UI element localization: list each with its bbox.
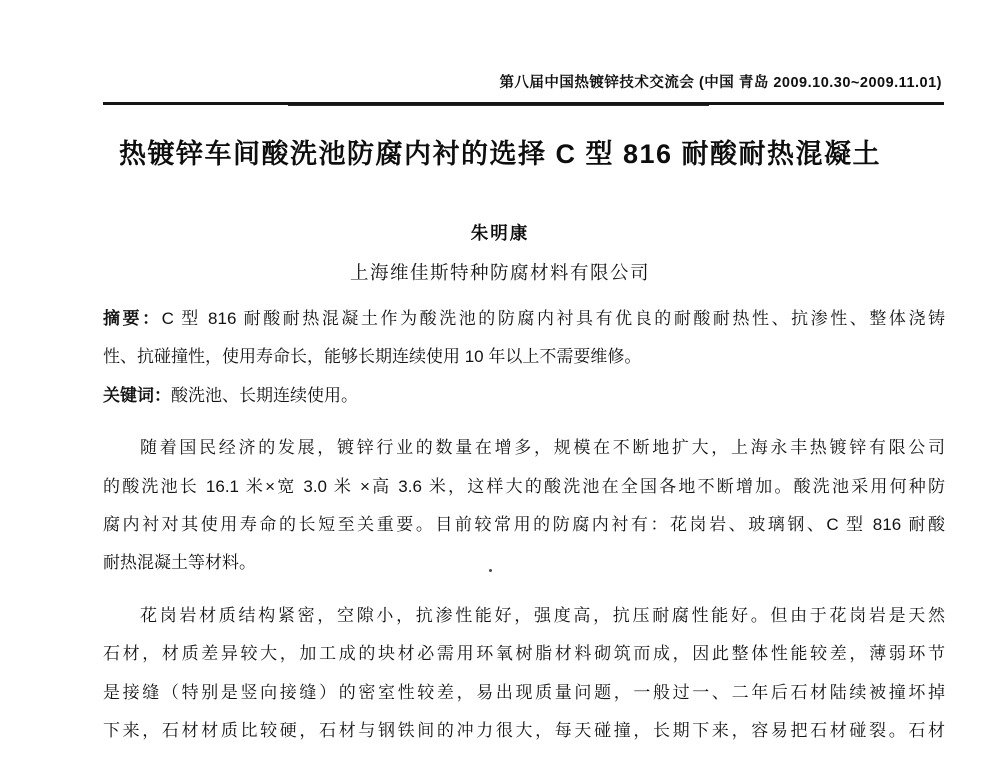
body-line: 腐内衬对其使用寿命的长短至关重要。目前较常用的防腐内衬有：花岗岩、玻璃钢、C 型 816 耐酸 [103,514,945,534]
keywords-line [103,377,945,415]
abstract-label: 摘要： [103,309,162,328]
body-line: 是接缝（特别是竖向接缝）的密室性较差，易出现质量问题，一般过一、二年后石材陆续被撞坏掉 [103,682,945,702]
conference-header: 第八届中国热镀锌技术交流会 (中国 青岛 2009.10.30~2009.11.01) [499,75,942,91]
abstract-text: C 型 816 耐酸耐热混凝土作为酸洗池的防腐内衬具有优良的耐酸耐热性、抗渗性、整体浇铸 [161,309,945,328]
paragraph-2 [103,597,945,751]
author-name: 朱明康 [470,223,530,243]
body-text [103,300,945,750]
abstract-line: 性、抗碰撞性，使用寿命长，能够长期连续使用 10 年以上不需要维修。 [103,347,642,367]
scan-speck [489,569,492,572]
body-line: 的酸洗池长 16.1 米×宽 3.0 米 ×高 3.6 米，这样大的酸洗池在全国各地不断增加。酸洗池采用何种防 [103,476,945,496]
body-line: 随着国民经济的发展，镀锌行业的数量在增多，规模在不断地扩大，上海永丰热镀锌有限公司 [140,438,945,458]
body-line: 耐热混凝土等材料。 [103,553,256,573]
abstract-line [103,300,945,338]
keywords-label: 关键词： [103,385,171,405]
body-line: 下来，石材材质比较硬，石材与钢铁间的冲力很大，每天碰撞，长期下来，容易把石材碰裂。石材 [103,720,945,740]
keywords-text: 酸洗池、长期连续使用。 [171,385,358,405]
author-affiliation: 上海维佳斯特种防腐材料有限公司 [349,262,650,283]
paper-title: 热镀锌车间酸洗池防腐内衬的选择 C 型 816 耐酸耐热混凝土 [118,139,882,169]
paragraph-1 [103,429,945,583]
header-rule [103,102,944,105]
body-line: 花岗岩材质结构紧密，空隙小，抗渗性能好，强度高，抗压耐腐性能好。但由于花岗岩是天然 [140,605,945,625]
body-line: 石材，材质差异较大，加工成的块材必需用环氧树脂材料砌筑而成，因此整体性能较差，薄弱环节 [103,644,945,664]
